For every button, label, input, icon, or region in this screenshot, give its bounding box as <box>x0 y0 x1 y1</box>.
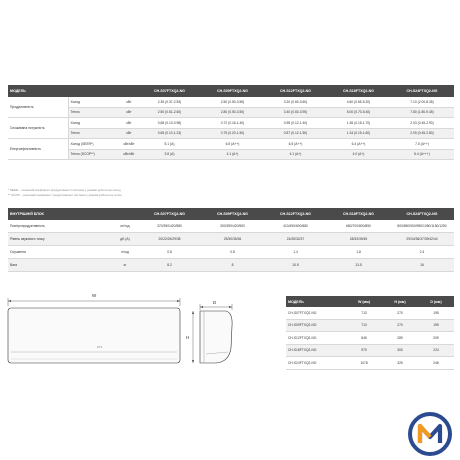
depth-value: 209 <box>418 332 454 345</box>
unit-label: дБ (А) <box>112 233 138 246</box>
spec-value: 20/22/25/29/38 <box>138 233 201 246</box>
depth-value: 195 <box>418 307 454 319</box>
spec-value: 8.2 <box>138 259 201 272</box>
table-row <box>8 97 454 107</box>
indoor-unit-header: ВНУТРІШНІЙ БЛОК <box>8 208 112 220</box>
mode-label: Тепло <box>68 107 120 118</box>
table-header-row <box>8 208 454 220</box>
performance-spec-table <box>8 85 454 160</box>
depth-column-header: D (мм) <box>418 296 454 307</box>
indoor-unit-front <box>8 308 180 363</box>
model-column-header: CH-S24FTXQ2-NG <box>390 85 454 97</box>
model-column-header: CH-S12FTXQ2-NG <box>264 208 327 220</box>
model-header: МОДЕЛЬ <box>286 296 346 307</box>
model-name: CH-S07FTXQ2-NG <box>286 307 346 319</box>
spec-value: 4.0 (A+) <box>327 149 390 160</box>
row-label: Вага <box>8 259 112 272</box>
mode-label: Холод <box>68 118 120 129</box>
model-column-header: CH-S24FTXQ2-NG <box>390 208 454 220</box>
height-value: 325 <box>382 357 418 370</box>
mode-label: Холод <box>68 97 120 107</box>
spec-value: 0.95 (0.12-1.40) <box>264 118 327 129</box>
height-value: 289 <box>382 332 418 345</box>
table-row <box>286 319 454 332</box>
brand-logo-icon <box>408 412 452 456</box>
indoor-unit-table <box>8 208 454 272</box>
spec-value: 5.1 (A) <box>138 139 201 150</box>
spec-value: 6.5 (A++) <box>264 139 327 150</box>
model-name: CH-S09FTXQ2-NG <box>286 319 346 332</box>
width-value: 713 <box>346 319 382 332</box>
table-row <box>8 118 454 129</box>
table-header-row <box>8 85 454 97</box>
spec-value: 410/490/600/680 <box>264 220 327 233</box>
dimensions-table <box>286 296 454 370</box>
unit-label: м³/год <box>112 220 138 233</box>
table-row <box>8 246 454 259</box>
model-header: МОДЕЛЬ <box>8 85 138 97</box>
unit-label: кг <box>112 259 138 272</box>
spec-value: 24/28/32/37 <box>264 233 327 246</box>
spec-value: 7.0 (A++) <box>390 139 454 150</box>
spec-value: 2.03 (0.45-2.90) <box>390 118 454 129</box>
unit-label: кВт/кВт <box>120 149 138 160</box>
spec-value: 0.68 (0.10-0.98) <box>138 118 201 129</box>
spec-value: 2.4 <box>390 246 454 259</box>
spec-value: 0.8 <box>201 246 264 259</box>
spec-value: 300/390/420/500 <box>201 220 264 233</box>
width-column-header: W (мм) <box>346 296 382 307</box>
model-column-header: CH-S07FTXQ2-NG <box>138 208 201 220</box>
group-label: Споживана потужність <box>8 118 68 139</box>
spec-value: 25/30/35/36 <box>201 233 264 246</box>
unit-dimension-drawing <box>0 286 280 386</box>
unit-label: л/год <box>112 246 138 259</box>
unit-label: кВт <box>120 97 138 107</box>
model-column-header: CH-S07FTXQ2-NG <box>138 85 201 97</box>
model-column-header: CH-S09FTXQ2-NG <box>201 85 264 97</box>
spec-value: 0.87 (0.12-1.50) <box>264 128 327 139</box>
table-row <box>8 107 454 118</box>
height-value: 300 <box>382 344 418 357</box>
front-view <box>8 293 180 363</box>
mode-label: Тепло (SCOP**) <box>68 149 120 160</box>
spec-value: 800/850/900/950/1050/1150/1250 <box>390 220 454 233</box>
width-value: 845 <box>346 332 382 345</box>
footnote-seer: * SEER – сезонний коефіцієнт продуктивності системи у режимі роботи на холод <box>8 188 121 192</box>
spec-value: 5.00 (0.70-5.40) <box>327 107 390 118</box>
width-value: 1078 <box>346 357 382 370</box>
spec-value: 5.4 (A+++) <box>390 149 454 160</box>
model-name: CH-S24FTXQ2-NG <box>286 357 346 370</box>
unit-label: кВт/кВт <box>120 139 138 150</box>
table-row <box>286 307 454 319</box>
spec-value: 0.72 (0.16-1.40) <box>201 118 264 129</box>
mode-label: Тепло <box>68 128 120 139</box>
table-header-row <box>286 296 454 307</box>
width-value: 713 <box>346 307 382 319</box>
row-label: Осушення <box>8 246 112 259</box>
spec-value: 28/33/39/45 <box>327 233 390 246</box>
group-label: Енергоефективність <box>8 139 68 160</box>
spec-value: 3.20 (0.60-3.60) <box>264 97 327 107</box>
table-row <box>8 220 454 233</box>
spec-value: 2.50 (0.51-2.60) <box>138 107 201 118</box>
height-label: H <box>186 335 190 340</box>
spec-value: 10.5 <box>264 259 327 272</box>
row-label: Повітропродуктивність <box>8 220 112 233</box>
depth-label: D <box>213 300 217 305</box>
spec-value: 3.8 (A) <box>138 149 201 160</box>
spec-value: 2.35 (0.37-2.53) <box>138 97 201 107</box>
group-label: Продуктивність <box>8 97 68 118</box>
spec-value: 16 <box>390 259 454 272</box>
brand-mark: ZYL <box>97 345 103 349</box>
spec-value: 3.40 (0.60-3.90) <box>264 107 327 118</box>
spec-value: 7.80 (1.80-9.45) <box>390 107 454 118</box>
table-row <box>8 128 454 139</box>
spec-value: 7.10 (2.00-8.35) <box>390 97 454 107</box>
model-name: CH-S18FTXQ2-NG <box>286 344 346 357</box>
spec-value: 0.65 (0.10-1.23) <box>138 128 201 139</box>
model-column-header: CH-S12FTXQ2-NG <box>264 85 327 97</box>
spec-value: 1.8 <box>327 246 390 259</box>
width-value: 970 <box>346 344 382 357</box>
height-value: 270 <box>382 307 418 319</box>
spec-value: 6.5 (A++) <box>201 139 264 150</box>
spec-value: 4.1 (A+) <box>201 149 264 160</box>
mode-label: Холод (SEER*) <box>68 139 120 150</box>
spec-value: 680/700/800/850 <box>327 220 390 233</box>
spec-value: 29/34/36/37/39/42/44 <box>390 233 454 246</box>
unit-label: кВт <box>120 128 138 139</box>
table-row <box>8 259 454 272</box>
model-column-header: CH-S18FTXQ2-NG <box>327 208 390 220</box>
spec-value: 370/390/420/580 <box>138 220 201 233</box>
height-value: 270 <box>382 319 418 332</box>
spec-value: 6.4 (A++) <box>327 139 390 150</box>
footnotes <box>8 188 122 198</box>
spec-value: 2.80 (0.50-3.50) <box>201 107 264 118</box>
spec-value: 1.36 (0.15-1.70) <box>327 118 390 129</box>
model-name: CH-S12FTXQ2-NG <box>286 332 346 345</box>
table-row <box>286 332 454 345</box>
width-label: W <box>92 293 97 298</box>
spec-value: 4.60 (0.65-5.20) <box>327 97 390 107</box>
unit-column-header <box>112 208 138 220</box>
spec-value: 0.8 <box>138 246 201 259</box>
spec-value: 2.50 (0.50-3.55) <box>201 97 264 107</box>
depth-value: 246 <box>418 357 454 370</box>
unit-label: кВт <box>120 107 138 118</box>
indoor-unit-side <box>200 311 232 363</box>
table-row <box>8 149 454 160</box>
model-column-header: CH-S18FTXQ2-NG <box>327 85 390 97</box>
table-row <box>8 233 454 246</box>
spec-value: 1.34 (0.15-1.60) <box>327 128 390 139</box>
model-column-header: CH-S09FTXQ2-NG <box>201 208 264 220</box>
spec-value: 13.5 <box>327 259 390 272</box>
spec-value: 8 <box>201 259 264 272</box>
depth-value: 195 <box>418 319 454 332</box>
depth-value: 224 <box>418 344 454 357</box>
unit-label: кВт <box>120 118 138 129</box>
height-column-header: H (мм) <box>382 296 418 307</box>
table-row <box>8 139 454 150</box>
spec-value: 2.09 (0.45-2.80) <box>390 128 454 139</box>
row-label: Рівень звукового тиску <box>8 233 112 246</box>
spec-value: 1.4 <box>264 246 327 259</box>
spec-value: 4.1 (A+) <box>264 149 327 160</box>
table-row <box>286 344 454 357</box>
footnote-scop: ** SCOP – сезонний коефіцієнт продуктивності системи у режимі роботи на тепло <box>8 193 122 197</box>
spec-value: 0.75 (0.20-1.50) <box>201 128 264 139</box>
side-view <box>186 300 232 363</box>
table-row <box>286 357 454 370</box>
